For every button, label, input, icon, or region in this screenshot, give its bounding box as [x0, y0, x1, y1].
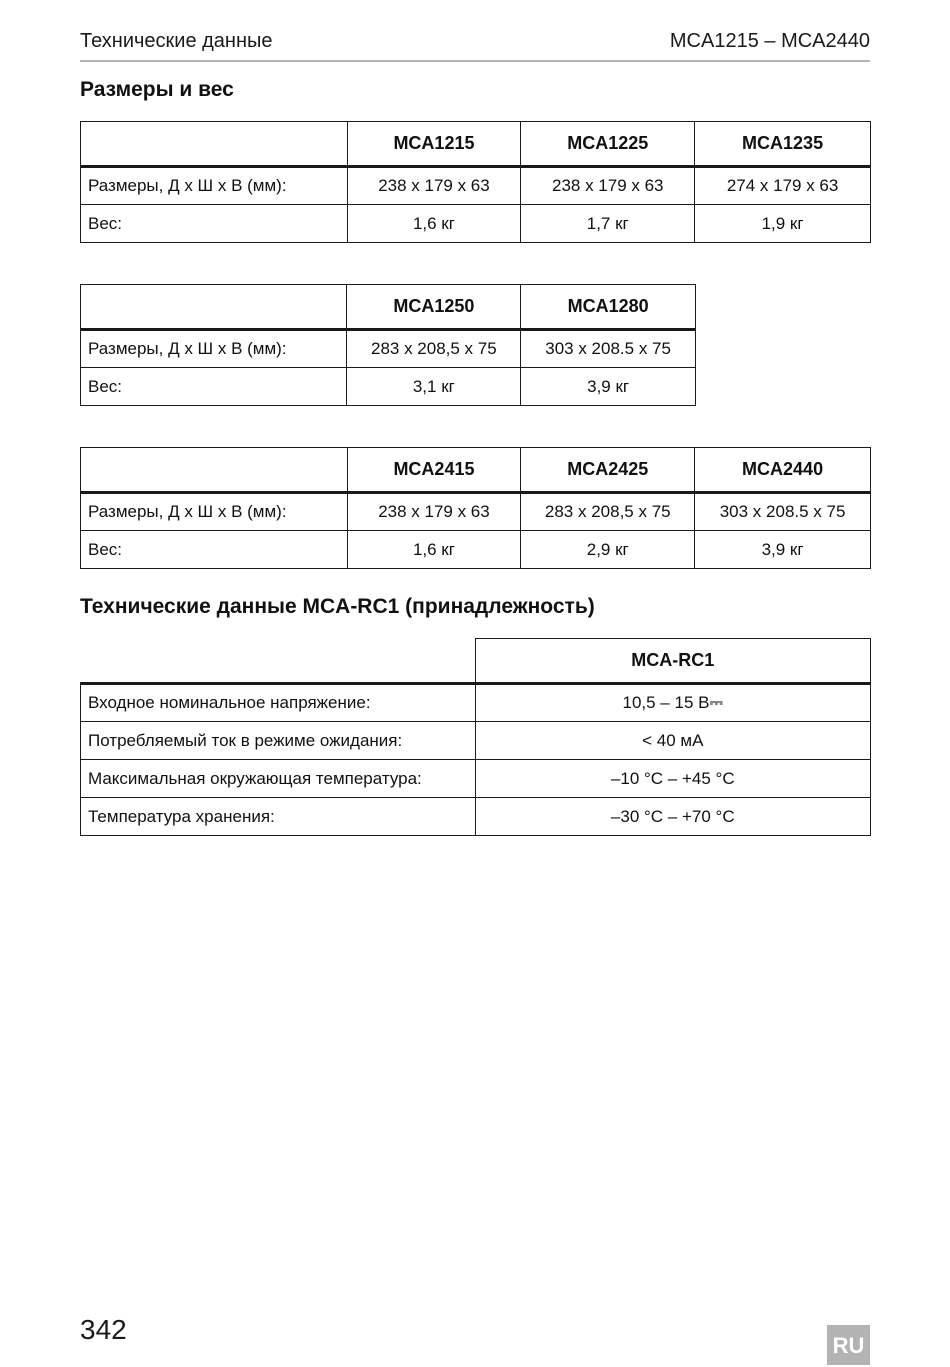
table-row [81, 205, 871, 243]
spec-table-mca12-small [80, 121, 871, 243]
table-header-cell [81, 448, 348, 493]
row-label: Размеры, Д х Ш х В (мм): [81, 493, 348, 531]
table-header-row [81, 285, 696, 330]
table-header-cell: MCA2440 [695, 448, 871, 493]
table-header-cell [81, 285, 347, 330]
spec-table-mca-rc1 [80, 638, 871, 836]
table-cell: 1,7 кг [521, 205, 695, 243]
table-cell: 238 x 179 x 63 [521, 167, 695, 205]
table-cell: 3,9 кг [695, 531, 871, 569]
table-cell: 1,6 кг [347, 205, 521, 243]
spec-table-mca24 [80, 447, 871, 569]
spec-table-mca12-large [80, 284, 696, 406]
table-header-cell: MCA-RC1 [475, 639, 870, 684]
page-header [80, 28, 870, 62]
table-header-row [81, 122, 871, 167]
table-cell: 10,5 – 15 В⎓ [475, 684, 870, 722]
table-cell: 2,9 кг [521, 531, 695, 569]
section-title-dimensions-weight: Размеры и вес [80, 78, 234, 101]
table-header-cell: MCA1235 [695, 122, 871, 167]
row-label: Температура хранения: [81, 798, 476, 836]
row-label: Размеры, Д х Ш х В (мм): [81, 167, 348, 205]
table-row [81, 493, 871, 531]
page-number: 342 [80, 1314, 127, 1345]
table-cell: 1,9 кг [695, 205, 871, 243]
table-cell: 3,9 кг [521, 368, 696, 406]
table-row [81, 760, 871, 798]
table-header-cell: MCA2425 [521, 448, 695, 493]
table-row [81, 330, 696, 368]
row-label: Максимальная окружающая температура: [81, 760, 476, 798]
table-cell: < 40 мА [475, 722, 870, 760]
table-cell: 238 x 179 x 63 [347, 493, 521, 531]
table-cell: –30 °C – +70 °C [475, 798, 870, 836]
table-cell: 238 x 179 x 63 [347, 167, 521, 205]
table-header-row [81, 639, 871, 684]
table-cell: 303 x 208.5 x 75 [695, 493, 871, 531]
row-label: Размеры, Д х Ш х В (мм): [81, 330, 347, 368]
table-header-cell: MCA1280 [521, 285, 696, 330]
table-cell: 1,6 кг [347, 531, 521, 569]
section-title-rc1-specs: Технические данные MCA-RC1 (принадлежность) [80, 595, 595, 618]
table-header-row [81, 448, 871, 493]
table-header-cell: MCA1250 [347, 285, 521, 330]
table-header-cell: MCA1225 [521, 122, 695, 167]
table-row [81, 368, 696, 406]
header-section-title: Технические данные [80, 30, 273, 52]
table-row [81, 167, 871, 205]
table-row [81, 531, 871, 569]
table-cell: 283 x 208,5 x 75 [347, 330, 521, 368]
header-model-range: MCA1215 – MCA2440 [669, 30, 870, 52]
row-label: Вес: [81, 205, 348, 243]
table-row [81, 722, 871, 760]
table-header-cell: MCA2415 [347, 448, 521, 493]
table-cell: 303 x 208.5 x 75 [521, 330, 696, 368]
table-cell: –10 °C – +45 °C [475, 760, 870, 798]
table-cell: 274 x 179 x 63 [695, 167, 871, 205]
row-label: Вес: [81, 531, 348, 569]
language-badge: RU [827, 1325, 870, 1365]
table-row [81, 684, 871, 722]
table-header-cell: MCA1215 [347, 122, 521, 167]
table-row [81, 798, 871, 836]
table-cell: 283 x 208,5 x 75 [521, 493, 695, 531]
row-label: Потребляемый ток в режиме ожидания: [81, 722, 476, 760]
table-header-cell [81, 122, 348, 167]
table-header-cell [81, 639, 476, 684]
table-cell: 3,1 кг [347, 368, 521, 406]
row-label: Вес: [81, 368, 347, 406]
row-label: Входное номинальное напряжение: [81, 684, 476, 722]
